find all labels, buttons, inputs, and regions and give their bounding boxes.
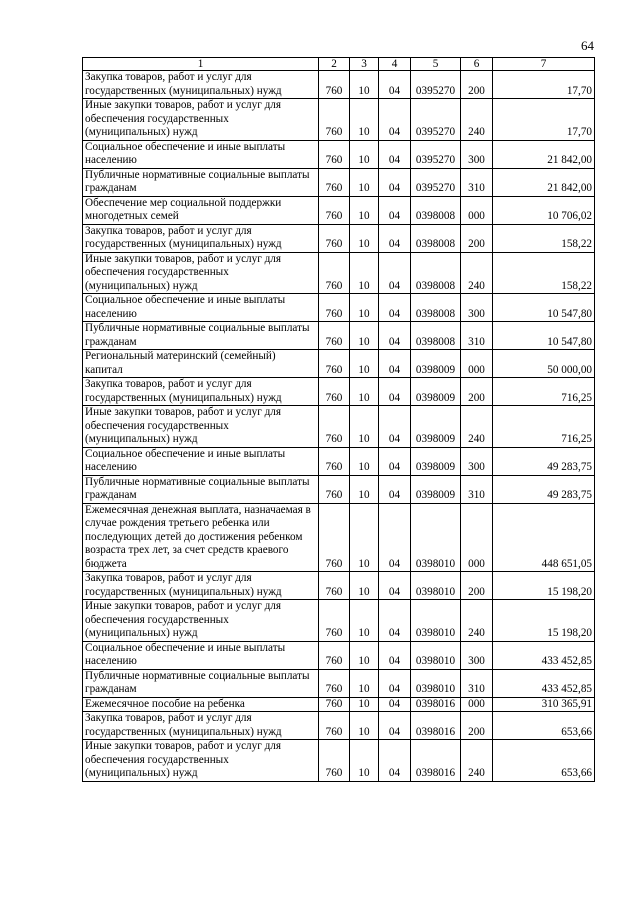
row-amount: 716,25 xyxy=(493,378,595,406)
row-code-col2: 760 xyxy=(319,252,350,294)
row-code-col2: 760 xyxy=(319,697,350,712)
row-code-col3: 10 xyxy=(350,475,379,503)
table-row xyxy=(83,641,595,669)
row-code-col5: 0398009 xyxy=(411,378,461,406)
row-code-col5: 0398008 xyxy=(411,196,461,224)
row-description: Закупка товаров, работ и услуг для государственных (муниципальных) нужд xyxy=(83,71,319,99)
row-code-col3: 10 xyxy=(350,641,379,669)
row-code-col4: 04 xyxy=(379,447,411,475)
row-description: Социальное обеспечение и иные выплаты населению xyxy=(83,140,319,168)
table-row xyxy=(83,196,595,224)
row-code-col3: 10 xyxy=(350,294,379,322)
row-code-col6: 300 xyxy=(461,294,493,322)
row-code-col5: 0398008 xyxy=(411,224,461,252)
row-code-col4: 04 xyxy=(379,697,411,712)
row-code-col2: 760 xyxy=(319,350,350,378)
row-description: Закупка товаров, работ и услуг для государственных (муниципальных) нужд xyxy=(83,378,319,406)
row-code-col6: 240 xyxy=(461,600,493,642)
row-amount: 158,22 xyxy=(493,252,595,294)
table-row xyxy=(83,322,595,350)
row-code-col6: 200 xyxy=(461,224,493,252)
row-code-col5: 0398009 xyxy=(411,447,461,475)
row-description: Публичные нормативные социальные выплаты гражданам xyxy=(83,475,319,503)
row-code-col2: 760 xyxy=(319,669,350,697)
table-row xyxy=(83,447,595,475)
row-code-col2: 760 xyxy=(319,712,350,740)
row-description: Социальное обеспечение и иные выплаты населению xyxy=(83,294,319,322)
row-code-col5: 0398009 xyxy=(411,350,461,378)
row-code-col6: 200 xyxy=(461,71,493,99)
table-row xyxy=(83,740,595,782)
row-code-col3: 10 xyxy=(350,600,379,642)
row-amount: 21 842,00 xyxy=(493,140,595,168)
row-code-col6: 000 xyxy=(461,196,493,224)
row-code-col6: 300 xyxy=(461,140,493,168)
row-code-col5: 0398010 xyxy=(411,572,461,600)
row-amount: 310 365,91 xyxy=(493,697,595,712)
row-code-col5: 0395270 xyxy=(411,71,461,99)
table-row xyxy=(83,378,595,406)
table-row xyxy=(83,168,595,196)
row-description: Ежемесячное пособие на ребенка xyxy=(83,697,319,712)
row-amount: 448 651,05 xyxy=(493,503,595,572)
row-amount: 10 547,80 xyxy=(493,322,595,350)
row-code-col4: 04 xyxy=(379,294,411,322)
table-row xyxy=(83,99,595,141)
row-code-col5: 0398008 xyxy=(411,294,461,322)
row-amount: 21 842,00 xyxy=(493,168,595,196)
row-code-col2: 760 xyxy=(319,196,350,224)
row-code-col6: 310 xyxy=(461,669,493,697)
row-code-col2: 760 xyxy=(319,140,350,168)
row-amount: 49 283,75 xyxy=(493,475,595,503)
table-row xyxy=(83,697,595,712)
row-code-col3: 10 xyxy=(350,140,379,168)
column-header: 2 xyxy=(319,58,350,71)
row-code-col5: 0398010 xyxy=(411,503,461,572)
row-code-col4: 04 xyxy=(379,71,411,99)
row-amount: 50 000,00 xyxy=(493,350,595,378)
row-code-col5: 0398016 xyxy=(411,697,461,712)
row-code-col3: 10 xyxy=(350,712,379,740)
row-code-col2: 760 xyxy=(319,475,350,503)
row-description: Обеспечение мер социальной поддержки многодетных семей xyxy=(83,196,319,224)
row-code-col6: 200 xyxy=(461,712,493,740)
row-description: Иные закупки товаров, работ и услуг для обеспечения государственных (муниципальных) нужд xyxy=(83,600,319,642)
row-code-col6: 310 xyxy=(461,168,493,196)
row-code-col5: 0398009 xyxy=(411,406,461,448)
row-description: Закупка товаров, работ и услуг для государственных (муниципальных) нужд xyxy=(83,572,319,600)
row-code-col3: 10 xyxy=(350,252,379,294)
row-code-col2: 760 xyxy=(319,641,350,669)
row-code-col2: 760 xyxy=(319,503,350,572)
row-code-col3: 10 xyxy=(350,406,379,448)
row-code-col2: 760 xyxy=(319,294,350,322)
row-code-col4: 04 xyxy=(379,168,411,196)
row-description: Закупка товаров, работ и услуг для государственных (муниципальных) нужд xyxy=(83,224,319,252)
row-code-col4: 04 xyxy=(379,600,411,642)
row-code-col5: 0398008 xyxy=(411,252,461,294)
row-code-col4: 04 xyxy=(379,641,411,669)
row-code-col6: 240 xyxy=(461,740,493,782)
row-description: Ежемесячная денежная выплата, назначаемая в случае рождения третьего ребенка или последующих детей до достижения ребенком возраста трех лет, за счет средств краевого бюджета xyxy=(83,503,319,572)
row-code-col4: 04 xyxy=(379,252,411,294)
row-amount: 15 198,20 xyxy=(493,600,595,642)
row-code-col4: 04 xyxy=(379,406,411,448)
row-code-col6: 000 xyxy=(461,350,493,378)
table-row xyxy=(83,600,595,642)
row-code-col4: 04 xyxy=(379,572,411,600)
row-code-col3: 10 xyxy=(350,71,379,99)
row-code-col6: 310 xyxy=(461,475,493,503)
column-header: 1 xyxy=(83,58,319,71)
row-code-col2: 760 xyxy=(319,224,350,252)
table-row xyxy=(83,406,595,448)
column-header: 5 xyxy=(411,58,461,71)
table-row xyxy=(83,350,595,378)
row-code-col6: 000 xyxy=(461,697,493,712)
row-code-col5: 0398009 xyxy=(411,475,461,503)
row-code-col6: 240 xyxy=(461,406,493,448)
row-code-col5: 0395270 xyxy=(411,168,461,196)
row-code-col5: 0398010 xyxy=(411,641,461,669)
row-code-col2: 760 xyxy=(319,406,350,448)
column-header: 3 xyxy=(350,58,379,71)
row-code-col3: 10 xyxy=(350,224,379,252)
row-code-col5: 0398010 xyxy=(411,600,461,642)
row-code-col5: 0395270 xyxy=(411,99,461,141)
row-amount: 653,66 xyxy=(493,712,595,740)
table-row xyxy=(83,252,595,294)
row-code-col6: 310 xyxy=(461,322,493,350)
table-row xyxy=(83,140,595,168)
table-row xyxy=(83,224,595,252)
table-row xyxy=(83,294,595,322)
row-code-col3: 10 xyxy=(350,322,379,350)
row-amount: 158,22 xyxy=(493,224,595,252)
row-code-col2: 760 xyxy=(319,600,350,642)
row-amount: 653,66 xyxy=(493,740,595,782)
budget-table xyxy=(82,57,595,782)
row-code-col5: 0398016 xyxy=(411,712,461,740)
row-code-col6: 300 xyxy=(461,641,493,669)
row-code-col3: 10 xyxy=(350,196,379,224)
row-code-col2: 760 xyxy=(319,447,350,475)
column-header: 6 xyxy=(461,58,493,71)
row-code-col3: 10 xyxy=(350,503,379,572)
row-code-col4: 04 xyxy=(379,669,411,697)
row-code-col2: 760 xyxy=(319,322,350,350)
row-code-col6: 000 xyxy=(461,503,493,572)
row-amount: 15 198,20 xyxy=(493,572,595,600)
row-code-col4: 04 xyxy=(379,99,411,141)
column-header: 4 xyxy=(379,58,411,71)
row-amount: 49 283,75 xyxy=(493,447,595,475)
table-row xyxy=(83,475,595,503)
row-description: Иные закупки товаров, работ и услуг для обеспечения государственных (муниципальных) нужд xyxy=(83,740,319,782)
column-number-row xyxy=(83,58,595,71)
row-code-col3: 10 xyxy=(350,99,379,141)
row-description: Иные закупки товаров, работ и услуг для обеспечения государственных (муниципальных) нужд xyxy=(83,252,319,294)
row-code-col4: 04 xyxy=(379,350,411,378)
row-code-col2: 760 xyxy=(319,572,350,600)
row-description: Региональный материнский (семейный) капитал xyxy=(83,350,319,378)
row-code-col3: 10 xyxy=(350,168,379,196)
row-code-col3: 10 xyxy=(350,447,379,475)
table-row xyxy=(83,71,595,99)
row-code-col3: 10 xyxy=(350,740,379,782)
row-code-col3: 10 xyxy=(350,697,379,712)
row-code-col3: 10 xyxy=(350,669,379,697)
column-header: 7 xyxy=(493,58,595,71)
row-description: Социальное обеспечение и иные выплаты населению xyxy=(83,447,319,475)
row-description: Иные закупки товаров, работ и услуг для обеспечения государственных (муниципальных) нужд xyxy=(83,99,319,141)
row-code-col3: 10 xyxy=(350,350,379,378)
row-description: Закупка товаров, работ и услуг для государственных (муниципальных) нужд xyxy=(83,712,319,740)
row-code-col4: 04 xyxy=(379,196,411,224)
row-code-col4: 04 xyxy=(379,224,411,252)
row-amount: 17,70 xyxy=(493,71,595,99)
row-code-col2: 760 xyxy=(319,99,350,141)
row-description: Публичные нормативные социальные выплаты гражданам xyxy=(83,168,319,196)
table-row xyxy=(83,572,595,600)
row-code-col4: 04 xyxy=(379,378,411,406)
row-code-col2: 760 xyxy=(319,168,350,196)
row-code-col5: 0398010 xyxy=(411,669,461,697)
row-code-col4: 04 xyxy=(379,140,411,168)
row-code-col6: 240 xyxy=(461,252,493,294)
table-row xyxy=(83,669,595,697)
row-code-col5: 0395270 xyxy=(411,140,461,168)
table-row xyxy=(83,712,595,740)
row-code-col2: 760 xyxy=(319,378,350,406)
row-code-col6: 200 xyxy=(461,378,493,406)
row-amount: 433 452,85 xyxy=(493,669,595,697)
row-code-col5: 0398008 xyxy=(411,322,461,350)
row-code-col4: 04 xyxy=(379,712,411,740)
row-code-col6: 300 xyxy=(461,447,493,475)
row-code-col4: 04 xyxy=(379,503,411,572)
table-body xyxy=(83,71,595,782)
row-amount: 10 706,02 xyxy=(493,196,595,224)
row-description: Публичные нормативные социальные выплаты гражданам xyxy=(83,669,319,697)
row-amount: 17,70 xyxy=(493,99,595,141)
row-code-col3: 10 xyxy=(350,378,379,406)
row-code-col6: 200 xyxy=(461,572,493,600)
row-description: Социальное обеспечение и иные выплаты населению xyxy=(83,641,319,669)
page-number: 64 xyxy=(581,38,594,53)
row-amount: 716,25 xyxy=(493,406,595,448)
row-code-col6: 240 xyxy=(461,99,493,141)
row-amount: 433 452,85 xyxy=(493,641,595,669)
row-code-col4: 04 xyxy=(379,740,411,782)
row-description: Иные закупки товаров, работ и услуг для обеспечения государственных (муниципальных) нужд xyxy=(83,406,319,448)
row-code-col4: 04 xyxy=(379,322,411,350)
row-description: Публичные нормативные социальные выплаты гражданам xyxy=(83,322,319,350)
row-code-col2: 760 xyxy=(319,740,350,782)
row-code-col3: 10 xyxy=(350,572,379,600)
row-code-col5: 0398016 xyxy=(411,740,461,782)
row-code-col4: 04 xyxy=(379,475,411,503)
row-code-col2: 760 xyxy=(319,71,350,99)
row-amount: 10 547,80 xyxy=(493,294,595,322)
table-row xyxy=(83,503,595,572)
